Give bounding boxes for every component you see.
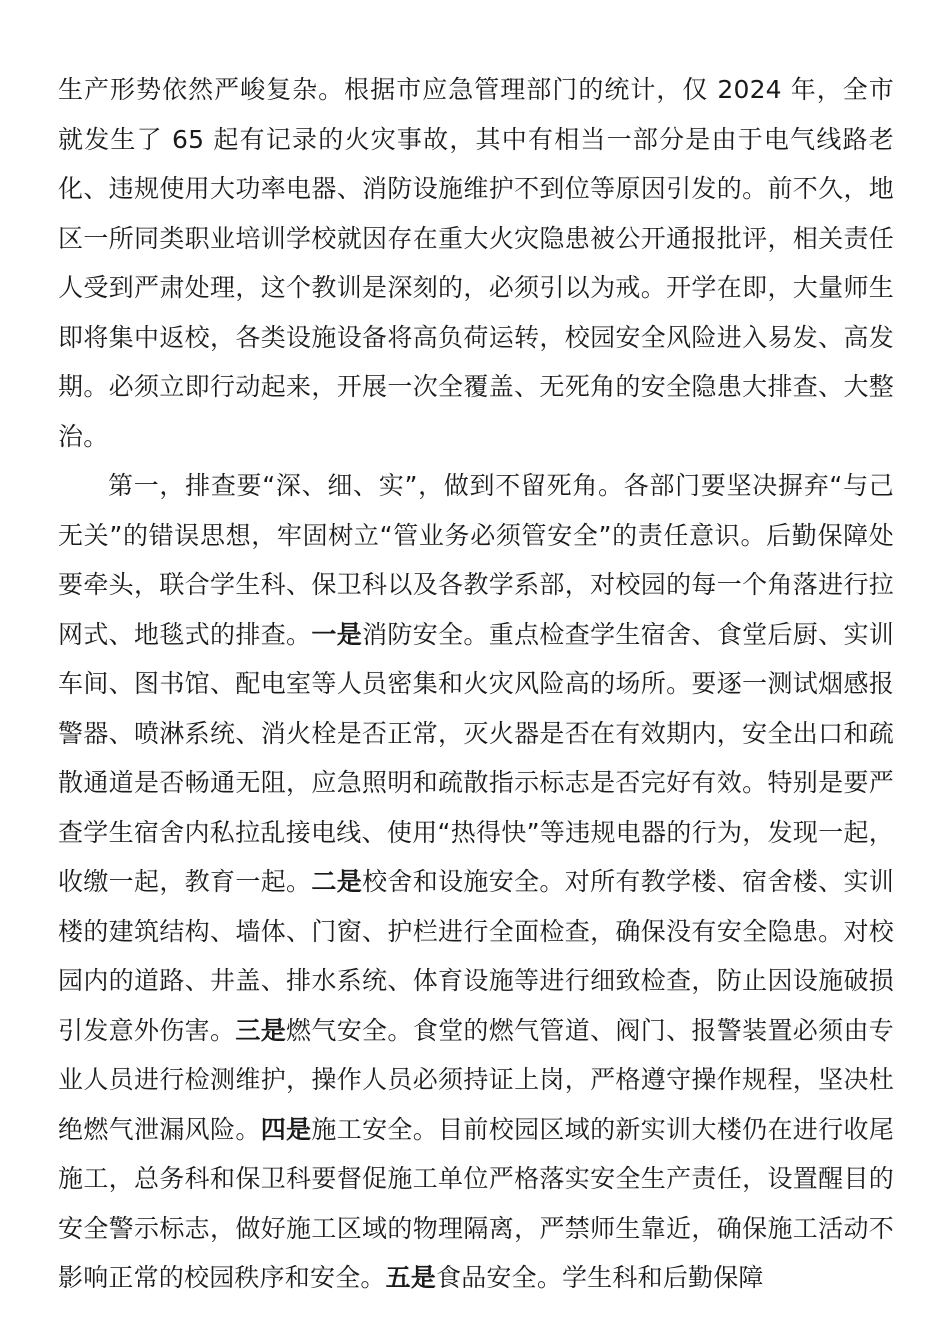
item-label-1: 一是 [311,619,363,649]
paragraph-intro: 第一，排查要“深、细、实”，做到不留死角。各部门要坚决摒弃“与己无关”的错误思想，牢固树立“管业务必须管安全”的责任意识。后勤保障处要牵头，联合学生科、保卫科以及各教学系部，对校园的每一个角落进行拉网式、地毯式的排查。 [58,471,894,649]
item-text-3: 燃气安全。食堂的燃气管道、阀门、报警装置必须由专业人员进行检测维护，操作人员必须持证上岗，严格遵守操作规程，坚决杜绝燃气泄漏风险。 [58,1015,894,1144]
document-page [58,65,894,1303]
item-label-4: 四是 [260,1114,312,1144]
item-text-4: 施工安全。目前校园区域的新实训大楼仍在进行收尾施工，总务科和保卫科要督促施工单位严格落实安全生产责任，设置醒目的安全警示标志，做好施工区域的物理隔离，严禁师生靠近，确保施工活动不影响正常的校园秩序和安全。 [58,1114,895,1292]
item-text-5: 食品安全。学生科和后勤保障 [436,1263,764,1292]
paragraph-first-point [58,461,894,1303]
item-label-5: 五是 [385,1263,437,1292]
item-label-2: 二是 [311,867,363,896]
item-text-2: 校舍和设施安全。对所有教学楼、宿舍楼、实训楼的建筑结构、墙体、门窗、护栏进行全面检查，确保没有安全隐患。对校园内的道路、井盖、排水系统、体育设施等进行细致检查，防止因设施破损引发意外伤害。 [58,867,894,1045]
item-text-1: 消防安全。重点检查学生宿舍、食堂后厨、实训车间、图书馆、配电室等人员密集和火灾风险高的场所。要逐一测试烟感报警器、喷淋系统、消火栓是否正常，灭火器是否在有效期内，安全出口和疏散通道是否畅通无阻，应急照明和疏散指示标志是否完好有效。特别是要严查学生宿舍内私拉乱接电线、使用“热得快”等违规电器的行为，发现一起，收缴一起，教育一起。 [58,619,894,896]
item-label-3: 三是 [235,1015,287,1045]
paragraph-context: 生产形势依然严峻复杂。根据市应急管理部门的统计，仅 2024 年，全市就发生了 65 起有记录的火灾事故，其中有相当一部分是由于电气线路老化、违规使用大功率电器、消防设施维护不到位等原因引发的。前不久，地区一所同类职业培训学校就因存在重大火灾隐患被公开通报批评，相关责任人受到严肃处理，这个教训是深刻的，必须引以为戒。开学在即，大量师生即将集中返校，各类设施设备将高负荷运转，校园安全风险进入易发、高发期。必须立即行动起来，开展一次全覆盖、无死角的安全隐患大排查、大整治。 [58,75,894,451]
